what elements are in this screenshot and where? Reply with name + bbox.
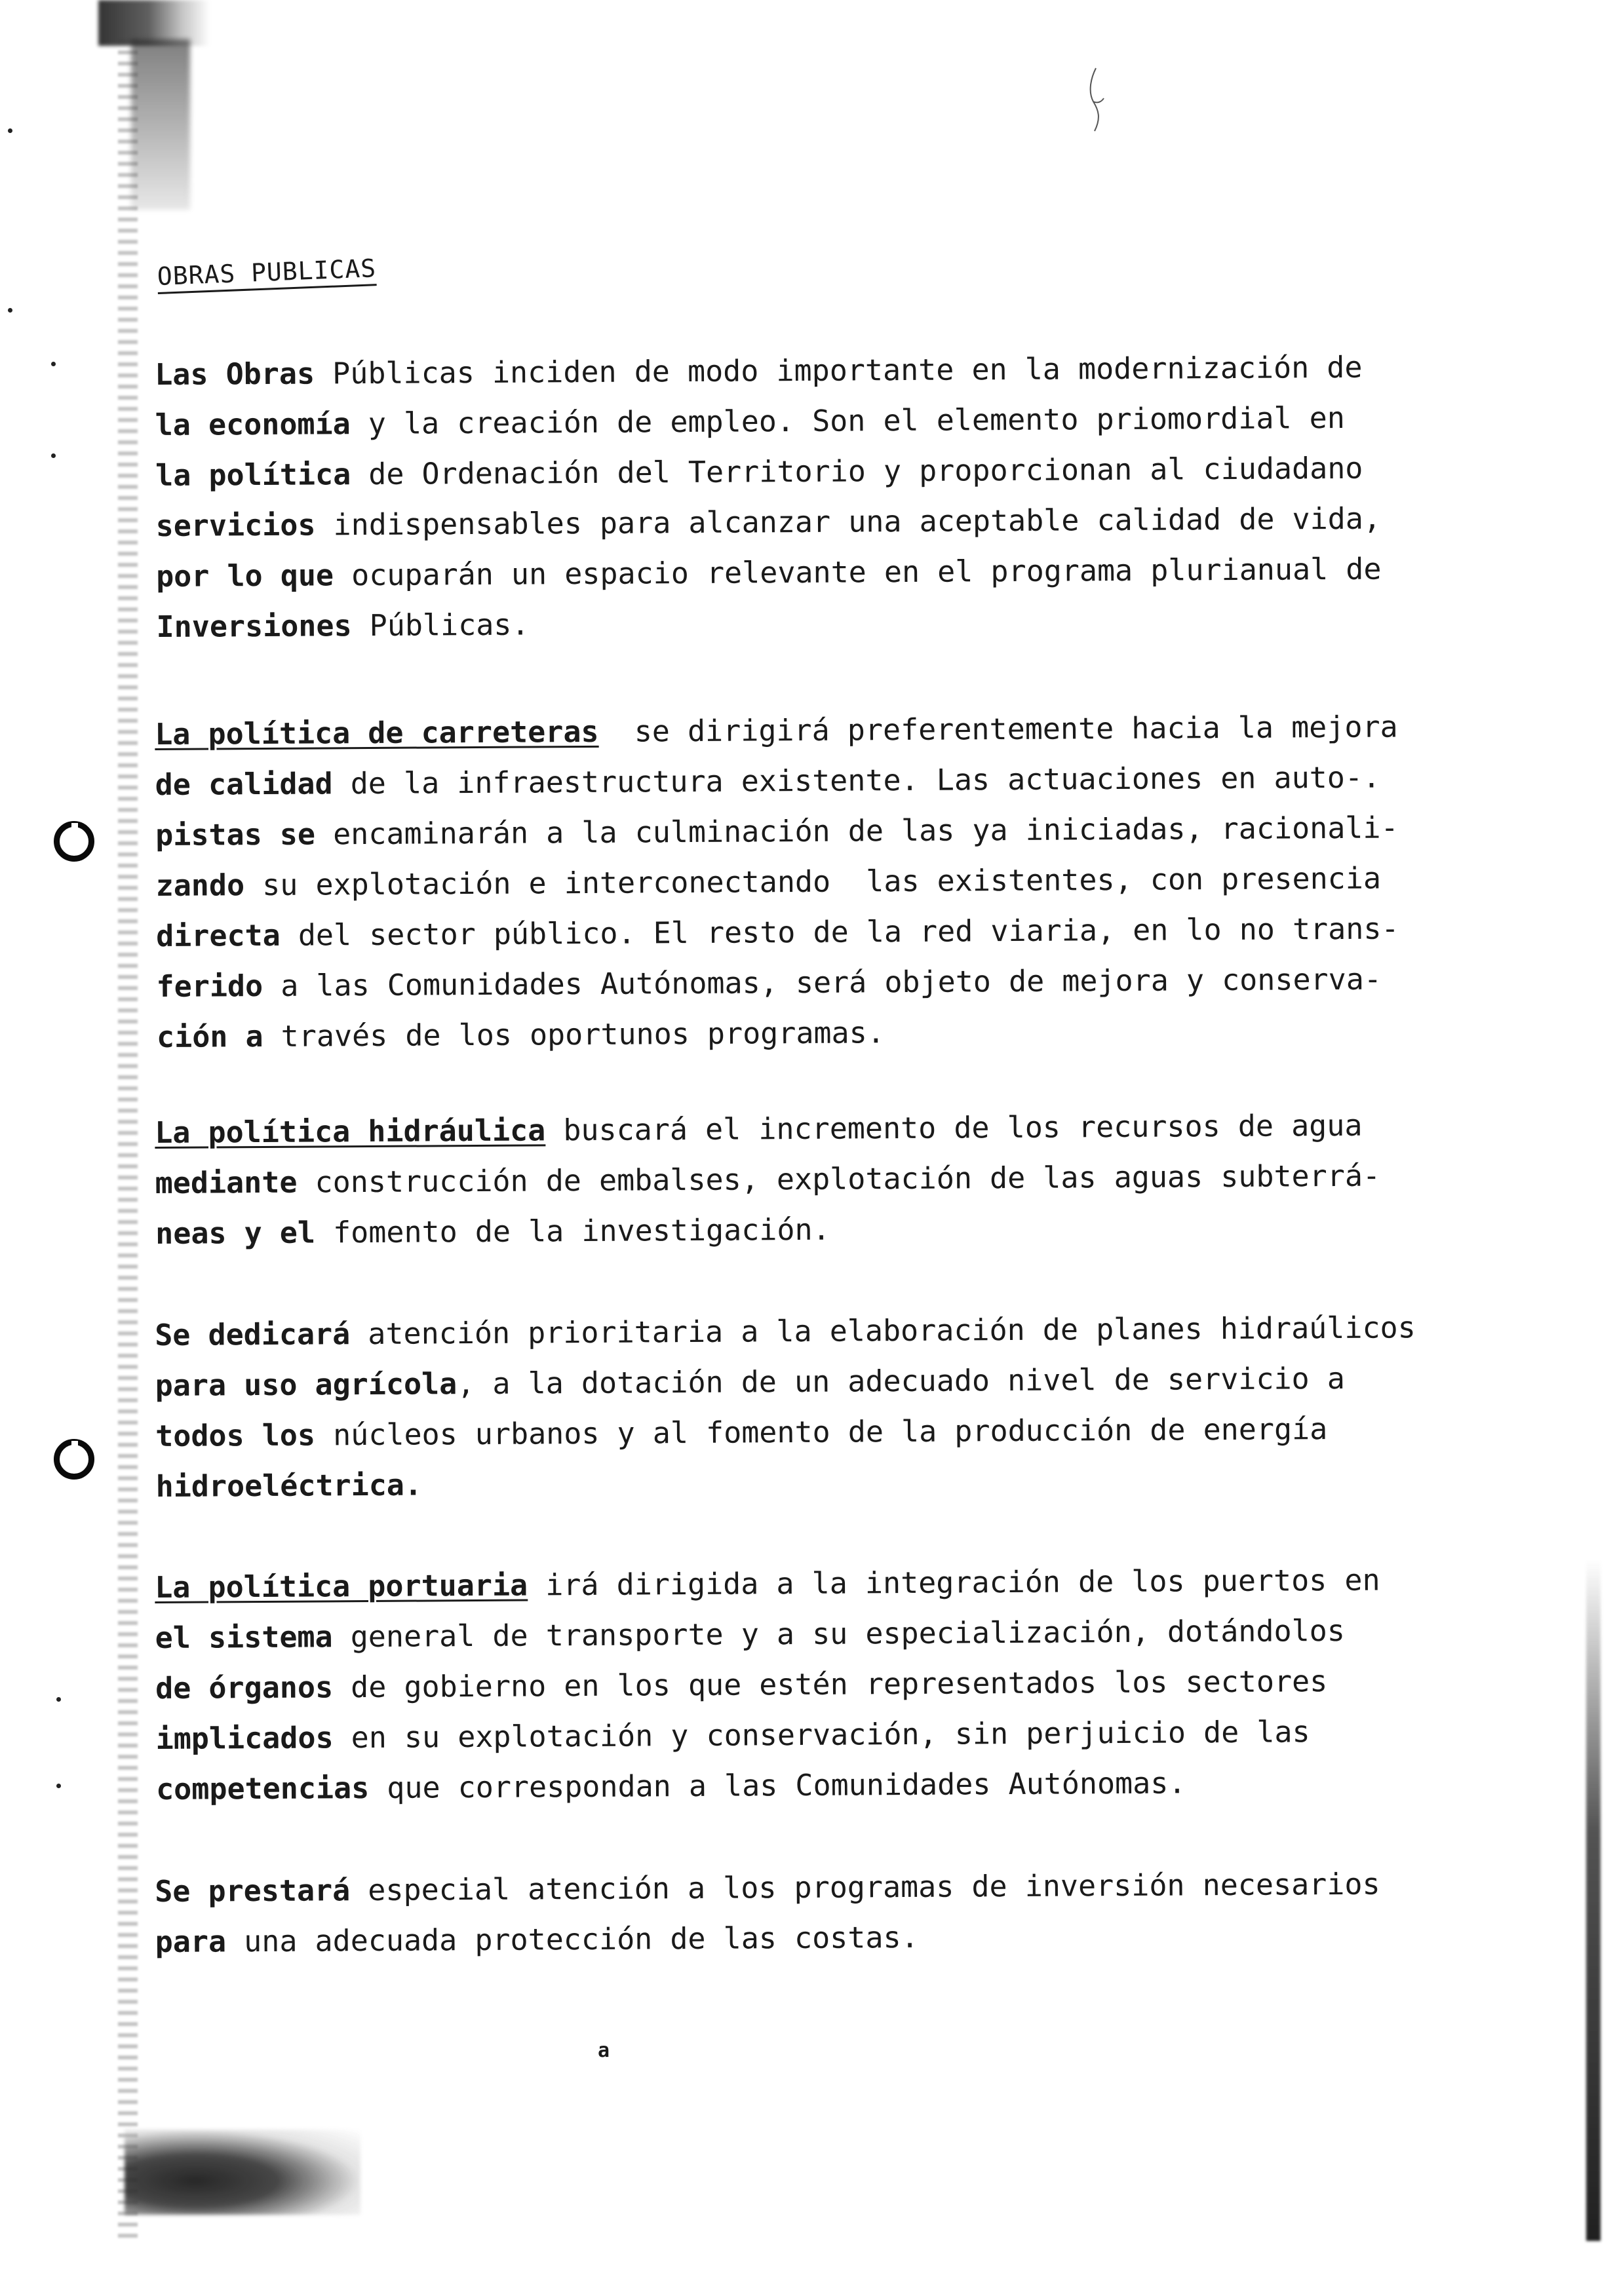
bold-run: para	[155, 1924, 227, 1959]
bold-run: para uso agrícola	[155, 1366, 457, 1403]
margin-dot	[51, 362, 56, 366]
bold-run: zando	[155, 868, 245, 903]
text-run: en su explotación y conservación, sin perjuicio de las	[333, 1714, 1310, 1755]
bold-run: de calidad	[155, 766, 333, 802]
text-run: través de los oportunos programas.	[263, 1015, 885, 1054]
text-line	[155, 700, 1564, 759]
text-line	[155, 751, 1564, 810]
scan-shadow-bottom	[125, 2130, 360, 2215]
text-run: de la infraestructura existente. Las actuaciones en auto-.	[332, 759, 1381, 801]
bold-run: ferido	[156, 968, 263, 1004]
text-run: de Ordenación del Territorio y proporcionan al ciudadano	[351, 450, 1363, 492]
page-mark: a	[598, 2039, 610, 2062]
bold-run: de órganos	[155, 1670, 334, 1706]
margin-dot	[8, 308, 12, 313]
bold-run: la política	[155, 457, 351, 493]
text-run: ocuparán un espacio relevante en el programa plurianual de	[333, 551, 1382, 593]
bold-run: Se prestará	[155, 1873, 351, 1909]
bold-run: todos los	[155, 1417, 316, 1453]
text-run: fomento de la investigación.	[315, 1212, 830, 1250]
text-line	[155, 1604, 1564, 1663]
margin-dot	[56, 1697, 61, 1702]
text-run: Públicas inciden de modo importante en la modernización de	[314, 349, 1363, 391]
text-run: atención prioritaria a la elaboración de planes hidraúlicos	[350, 1310, 1416, 1352]
text-line	[155, 1149, 1564, 1208]
text-run: Públicas.	[351, 607, 530, 643]
bold-run: La política de carreteras	[155, 714, 599, 752]
bold-run: la economía	[155, 406, 351, 442]
text-line	[155, 1200, 1565, 1259]
text-line	[155, 852, 1565, 911]
bold-run: implicados	[155, 1720, 334, 1756]
paragraph-portuaria	[155, 1554, 1565, 1814]
text-run: núcleos urbanos y al fomento de la producción de energía	[315, 1411, 1328, 1453]
text-run: encaminarán a la culminación de las ya iniciadas, racionali-	[315, 810, 1399, 852]
bold-run: La política portuaria	[155, 1567, 528, 1605]
bold-run: el sistema	[155, 1619, 333, 1655]
text-run: de gobierno en los que estén representados los sectores	[332, 1664, 1328, 1705]
bold-run: competencias	[155, 1770, 370, 1807]
bold-run: Inversiones	[156, 608, 352, 644]
text-line	[155, 801, 1565, 860]
bold-run: hidroeléctrica.	[155, 1467, 423, 1504]
text-line	[155, 442, 1565, 501]
text-line	[155, 1301, 1564, 1360]
text-run: irá dirigida a la integración de los puertos en	[528, 1562, 1380, 1603]
text-run: , a la dotación de un adecuado nivel de servicio a	[457, 1360, 1346, 1402]
text-line	[157, 1003, 1566, 1062]
paragraph-hidraulica	[155, 1099, 1565, 1259]
paragraph-planes-hidraulicos	[155, 1301, 1565, 1512]
paragraph-costas	[155, 1858, 1565, 1967]
text-run: general de transporte y a su especialización, dotándolos	[332, 1613, 1346, 1655]
page-heading: OBRAS PUBLICAS	[157, 254, 377, 294]
bold-run: directa	[155, 917, 281, 953]
text-run: del sector público. El resto de la red viaria, en lo no trans-	[280, 911, 1399, 953]
paragraph-intro	[155, 341, 1566, 652]
text-line	[155, 492, 1565, 551]
text-line	[155, 1705, 1565, 1764]
margin-dot	[51, 453, 56, 458]
bold-run: por lo que	[155, 558, 334, 594]
text-line	[155, 391, 1564, 450]
bold-run: La política hidráulica	[155, 1113, 546, 1150]
paragraph-carreteras	[155, 700, 1566, 1062]
text-run: indispensables para alcanzar una aceptable calidad de vida,	[315, 501, 1382, 543]
text-run: se dirigirá preferentemente hacia la mejora	[598, 709, 1398, 749]
text-line	[156, 902, 1565, 961]
margin-dot	[8, 128, 12, 133]
punch-hole-icon	[54, 821, 94, 862]
text-line	[156, 1755, 1565, 1814]
text-line	[156, 593, 1565, 652]
scan-shadow-right	[1586, 1559, 1601, 2241]
text-line	[155, 1402, 1565, 1461]
text-run: construcción de embalses, explotación de las aguas subterrá-	[297, 1158, 1381, 1200]
scan-shadow-top-strip	[131, 39, 190, 210]
text-run: una adecuada protección de las costas.	[225, 1919, 919, 1959]
text-line	[155, 1655, 1565, 1713]
bold-run: servicios	[155, 507, 316, 543]
text-line	[155, 1908, 1564, 1967]
pencil-mark-icon	[1081, 66, 1108, 138]
bold-run: ción a	[156, 1018, 263, 1054]
text-run: su explotación e interconectando las existentes, con presencia	[244, 860, 1382, 903]
text-line	[155, 1858, 1564, 1917]
bold-run: Se dedicará	[155, 1316, 351, 1352]
punch-hole-icon	[54, 1439, 94, 1480]
text-run: que correspondan a las Comunidades Autónomas.	[369, 1765, 1186, 1806]
margin-dot	[56, 1784, 61, 1788]
text-line	[155, 341, 1564, 400]
bold-run: Las Obras	[155, 356, 315, 392]
text-line	[156, 953, 1565, 1012]
text-run: y la creación de empleo. Son el elemento priomordial en	[350, 400, 1346, 442]
text-line	[155, 1554, 1564, 1613]
text-line	[155, 1352, 1564, 1411]
text-run: a las Comunidades Autónomas, será objeto de mejora y conserva-	[262, 961, 1382, 1003]
text-line	[156, 543, 1565, 602]
bold-run: pistas se	[155, 816, 316, 852]
text-run: buscará el incremento de los recursos de agua	[545, 1107, 1363, 1148]
bold-run: neas y el	[155, 1215, 316, 1251]
bold-run: mediante	[155, 1164, 298, 1200]
scan-shadow-left	[118, 39, 138, 2241]
text-run: especial atención a los programas de inversión necesarios	[350, 1866, 1380, 1908]
text-line	[155, 1453, 1565, 1512]
text-line	[155, 1099, 1564, 1158]
